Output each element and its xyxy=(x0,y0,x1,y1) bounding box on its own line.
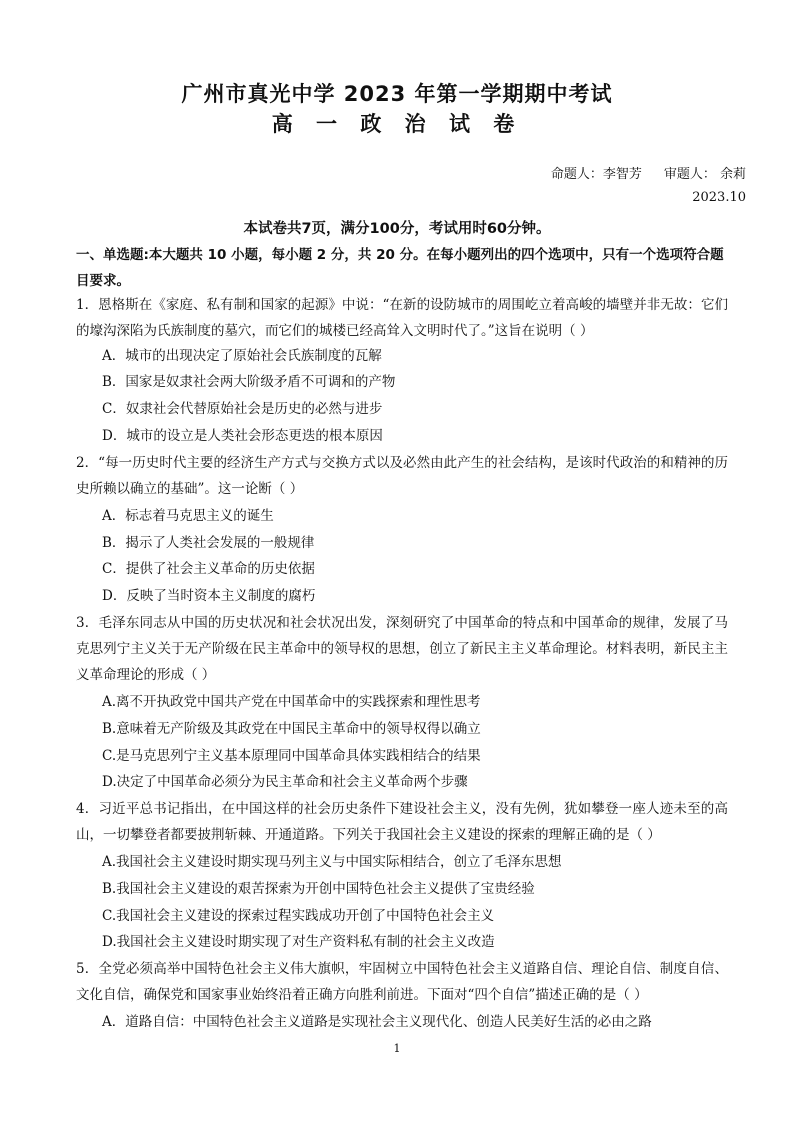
question-1-option-a: A．城市的出现决定了原始社会氏族制度的瓦解 xyxy=(102,348,382,364)
setter-label: 命题人：李智芳 xyxy=(550,167,642,182)
exam-note: 本试卷共7页，满分100分，考试用时60分钟。 xyxy=(243,221,551,237)
question-1-stem: 1．恩格斯在《家庭、私有制和国家的起源》中说：“在新的设防城市的周围屹立着高峻的墙壁并非无故：它们的壕沟深陷为氏族制度的墓穴，而它们的城楼已经高耸入文明时代了。”这旨在说明（ ） xyxy=(76,297,728,339)
question-3-option-d: D.决定了中国革命必须分为民主革命和社会主义革命两个步骤 xyxy=(102,774,468,790)
section-heading: 一、单选题:本大题共 10 小题，每小题 2 分，共 20 分。在每小题列出的四个选项中，只有一个选项符合题目要求。 xyxy=(76,247,724,289)
question-2-stem: 2．“每一历史时代主要的经济生产方式与交换方式以及必然由此产生的社会结构，是该时代政治的和精神的历史所赖以确立的基础”。这一论断（ ） xyxy=(76,455,728,497)
question-1-option-d: D．城市的设立是人类社会形态更迭的根本原因 xyxy=(102,428,383,444)
question-4-option-b: B.我国社会主义建设的艰苦探索为开创中国特色社会主义提供了宝贵经验 xyxy=(102,881,535,897)
question-4-option-d: D.我国社会主义建设时期实现了对生产资料私有制的社会主义改造 xyxy=(102,934,495,950)
question-5-stem: 5．全党必须高举中国特色社会主义伟大旗帜，牢固树立中国特色社会主义道路自信、理论自信、制度自信、文化自信，确保党和国家事业始终沿着正确方向胜利前进。下面对“四个自信”描述正确的是（ ） xyxy=(76,961,728,1003)
exam-subtitle: 高 一 政 治 试 卷 xyxy=(271,112,523,136)
date-line xyxy=(692,190,746,205)
question-2-option-b: B．揭示了人类社会发展的一般规律 xyxy=(102,535,315,551)
question-4-option-a: A.我国社会主义建设时期实现马列主义与中国实际相结合，创立了毛泽东思想 xyxy=(102,854,562,870)
question-1-option-b: B．国家是奴隶社会两大阶级矛盾不可调和的产物 xyxy=(102,374,396,390)
exam-title: 广州市真光中学 2023 年第一学期期中考试 xyxy=(181,82,613,106)
question-4-option-c: C.我国社会主义建设的探索过程实践成功开创了中国特色社会主义 xyxy=(102,908,495,924)
exam-date: 2023.10 xyxy=(692,190,746,205)
question-2-option-c: C．提供了社会主义革命的历史依据 xyxy=(102,561,315,577)
reviewer-label: 审题人： 余莉 xyxy=(663,167,746,182)
question-3-stem: 3．毛泽东同志从中国的历史状况和社会状况出发，深刻研究了中国革命的特点和中国革命的规律，发展了马克思列宁主义关于无产阶级在民主革命中的领导权的思想，创立了新民主主义革命理论。材料表明，新民主主义革命理论的形成（ ） xyxy=(76,615,728,683)
question-3-option-a: A.离不开执政党中国共产党在中国革命中的实践探索和理性思考 xyxy=(102,694,481,710)
question-2-option-a: A．标志着马克思主义的诞生 xyxy=(102,508,274,524)
question-3-option-c: C.是马克思列宁主义基本原理同中国革命具体实践相结合的结果 xyxy=(102,748,481,764)
author-line xyxy=(551,163,746,182)
question-4-stem: 4．习近平总书记指出，在中国这样的社会历史条件下建设社会主义，没有先例，犹如攀登一座人迹未至的高山，一切攀登者都要披荆斩棘、开通道路。下列关于我国社会主义建设的探索的理解正确的是（ ） xyxy=(76,801,728,843)
page-number: 1 xyxy=(393,1042,401,1055)
question-3-option-b: B.意味着无产阶级及其政党在中国民主革命中的领导权得以确立 xyxy=(102,721,481,737)
question-1-option-c: C．奴隶社会代替原始社会是历史的必然与进步 xyxy=(102,401,383,417)
question-2-option-d: D．反映了当时资本主义制度的腐朽 xyxy=(102,588,316,604)
question-5-option-a: A．道路自信：中国特色社会主义道路是实现社会主义现代化、创造人民美好生活的必由之路 xyxy=(102,1014,652,1030)
